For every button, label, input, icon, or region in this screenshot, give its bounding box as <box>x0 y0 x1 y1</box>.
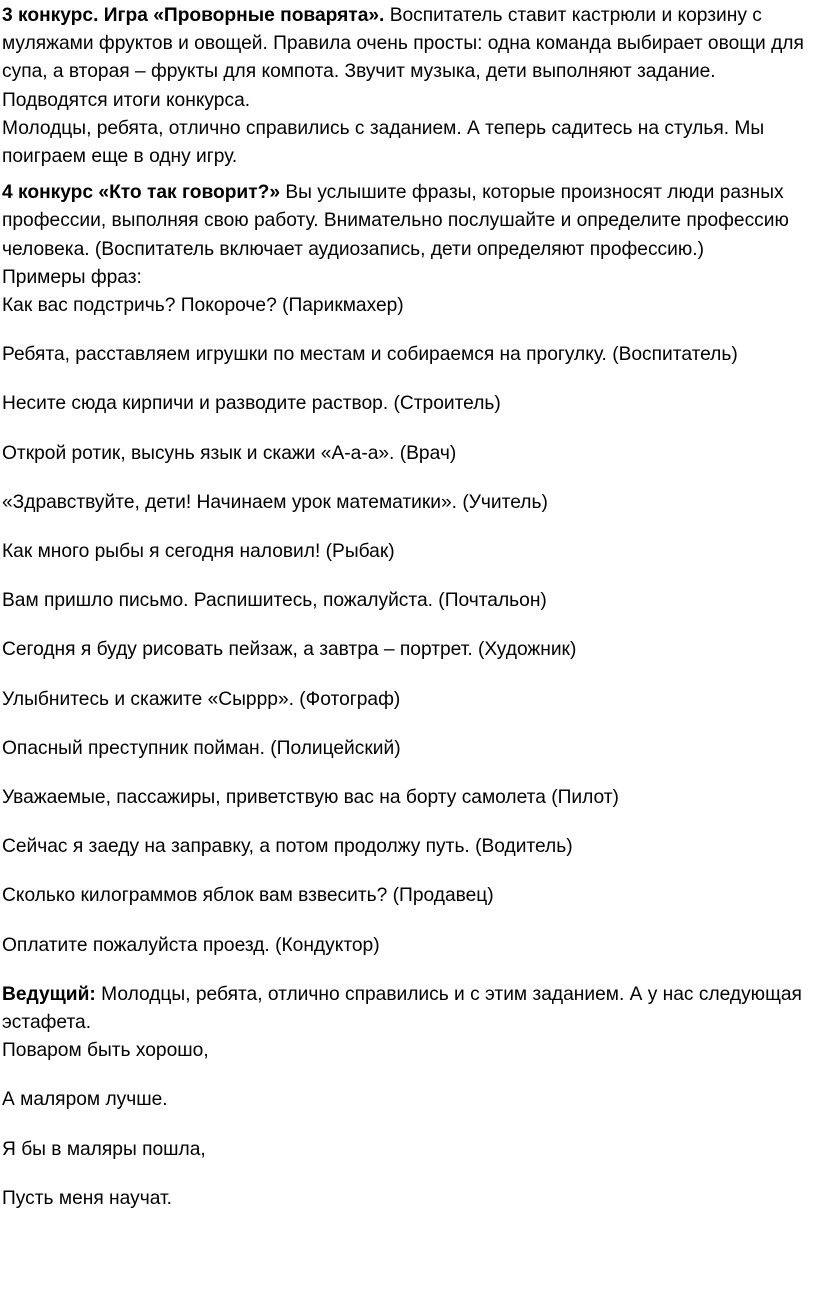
contest3-paragraph <box>2 2 814 115</box>
poem-line: Я бы в маляры пошла, <box>2 1138 206 1160</box>
phrase-item: Сегодня я буду рисовать пейзаж, а завтра – портрет. (Художник) <box>2 639 577 661</box>
phrase-item: Как много рыбы я сегодня наловил! (Рыбак) <box>2 541 395 563</box>
host-paragraph <box>2 981 814 1037</box>
poem-line: А маляром лучше. <box>2 1089 168 1111</box>
phrase-item: Улыбнитесь и скажите «Сыррр». (Фотограф) <box>2 688 401 710</box>
host-text: Молодцы, ребята, отлично справились и с этим заданием. А у нас следующая эстафета. <box>2 983 802 1034</box>
host-label: Ведущий: <box>2 983 96 1005</box>
contest4-title: 4 конкурс «Кто так говорит?» <box>2 182 281 204</box>
phrase-item: Вам пришло письмо. Распишитесь, пожалуйста. (Почтальон) <box>2 590 547 612</box>
phrase-item: Опасный преступник пойман. (Полицейский) <box>2 737 401 759</box>
contest3-praise: Молодцы, ребята, отлично справились с заданием. А теперь садитесь на стулья. Мы поиграем еще в одну игру. <box>2 117 765 168</box>
phrase-item: Ребята, расставляем игрушки по местам и собираемся на прогулку. (Воспитатель) <box>2 344 738 366</box>
phrase-item: Как вас подстричь? Покороче? (Парикмахер) <box>2 295 404 317</box>
phrase-item: «Здравствуйте, дети! Начинаем урок математики». (Учитель) <box>2 491 548 513</box>
poem-line: Поваром быть хорошо, <box>2 1040 209 1062</box>
phrase-item: Сейчас я заеду на заправку, а потом продолжу путь. (Водитель) <box>2 836 573 858</box>
contest4-text: Вы услышите фразы, которые произносят люди разных профессии, выполняя свою работу. Внимательно послушайте и определите профессию человека. (Воспитатель включает аудиозапись, дети определяют профессию.) <box>2 182 789 260</box>
contest3-text: Воспитатель ставит кастрюли и корзину с муляжами фруктов и овощей. Правила очень просты: одна команда выбирает овощи для супа, а вторая – фрукты для компота. Звучит музыка, дети выполняют задание. Подводятся итоги конкурса. <box>2 5 804 111</box>
examples-label: Примеры фраз: <box>2 266 142 288</box>
contest4-paragraph <box>2 179 814 264</box>
phrase-item: Несите сюда кирпичи и разводите раствор. (Строитель) <box>2 393 501 415</box>
phrase-item: Уважаемые, пассажиры, приветствую вас на борту самолета (Пилот) <box>2 787 619 809</box>
poem-line: Пусть меня научат. <box>2 1187 172 1209</box>
phrase-item: Оплатите пожалуйста проезд. (Кондуктор) <box>2 934 380 956</box>
contest3-title: 3 конкурс. Игра «Проворные поварята». <box>2 5 385 26</box>
phrase-item: Открой ротик, высунь язык и скажи «А-а-а». (Врач) <box>2 442 457 464</box>
phrase-item: Сколько килограммов яблок вам взвесить? (Продавец) <box>2 885 494 907</box>
